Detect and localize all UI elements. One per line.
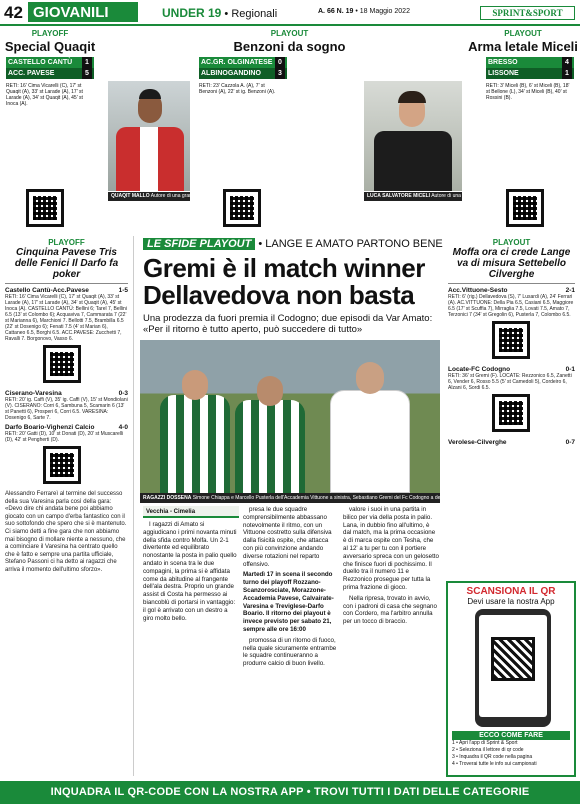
match-block: Acc.Vittuone-Sesto 2-1 RETI: 6' (rig.) Dellavedova (S), 7' Lusardi (A), 24' Ferrari (A). AC.VITTUONE: Della Pia 6.5, Casiani 6.5, Maggiore 6.5 (17' st Scuffia 7), Mirraglia 7.5, Lovati 7.5, Amato 7, Terzonici 7 (34' st Gregolin 6), Pusterla 7, Colombo 6.5. [448, 287, 575, 318]
scoreboard: AC.GR. OLGINATESE 0 ALBINOGANDINO 3 [199, 57, 287, 79]
match-block: Ciserano-Varesina 0-3 RETI: 20' ig. Caffi (V), 35' ig. Caffi (V), 15' st Mondiolani (V). CISERANO: Corri 6, Sambuna 5, Scamarin 6 (13' st Panetti 6), Prosperi 6, Corri 6.5. VARESINA: Dosenigo 6, Sarte 7. [5, 390, 128, 421]
team-bar: Vecchia - Cimelia [143, 506, 239, 518]
side-kicker: PLAYOUT [492, 238, 531, 247]
card-title: Arma letale Miceli [468, 39, 578, 54]
card-title: Benzoni da sogno [233, 39, 346, 54]
qr-code[interactable] [492, 394, 530, 432]
player-photo [108, 81, 190, 191]
photo-caption: LUCA SALVATORE MICELI Autore di una tripletta [364, 192, 462, 201]
article-col-3: valore i suoi in una partita in bilico per via della posta in palio. Lana, in dubbio fino all'ultimo, è dal match, ma la prima occasione è di marca ospite con Tesha, che al 12' a tu per tu con il portiere avversario spreca con un gelosetto che finisce fuori di pochissimo. Il duello tra il numero 11 e Rezzonico prosegue per tutta la prima frazione di gioco. Nella ripresa, trovato in avvio, con i padroni di casa che segnano con Cordero, ma l'arbitro annulla per un tocco di braccio. [343, 506, 439, 626]
side-title: Moffa ora ci crede Lange va di misura Settebello Cilverghe [452, 247, 571, 280]
left-article: Alessandro Ferrareì al termine del successo della sua Varesina parla così della gara: «Devo dire chi andata bene poi abbiamo giocato con un campo d'erba fantastico con il suo sottofondo che spero che si è mantenuto. Ci siamo detti a fine gara che non abbiamo mai bisogno di mollare niente a nessuno, che a cominciare il Varesina ha centrato quello che è fatto e sempre una partita ufficiale, Stefano Passoni ci ha detto ai ragazzi che arriva il momento dell'ultimo sforzo». [5, 491, 127, 573]
card-goals-text: RETI: 3' Miceli (B), 6' st Miceli (B), 18' st Bellone (L), 34' st Miceli (B), 40' st Rossini (B). [486, 83, 570, 101]
section-label: GIOVANILI [28, 2, 138, 22]
photo-caption: QUAQIT MALLO Autore di una grande doppietta [108, 192, 190, 201]
match-block: Darfo Boario-Vighenzi Calcio 4-0 RETI: 20' Gatti (D), 10' st Donati (D), 20' st Muscarelli (D), 42' st Pengherti (D). [5, 424, 128, 443]
qr-code[interactable] [506, 189, 544, 227]
qr-code[interactable] [26, 189, 64, 227]
qr-code[interactable] [223, 189, 261, 227]
qr-code[interactable] [43, 345, 81, 383]
card-miceli [367, 29, 580, 232]
qr-code[interactable] [492, 321, 530, 359]
card-title: Special Quaqit [4, 39, 96, 54]
main-kicker: LE SFIDE PLAYOUT • LANGE E AMATO PARTONO BENE [143, 238, 443, 250]
card-kicker: PLAYOFF [31, 29, 69, 38]
team-photo-caption: RAGAZZI DOSSENA Simone Chiappa e Marcello Pusterla dell'Accademia Vittuone a sinistra, Sebastiano Gremi del Fc Codogno a destra [140, 493, 440, 503]
qr-code[interactable] [491, 637, 535, 681]
side-kicker: PLAYOFF [48, 238, 85, 247]
card-special-quaqit [0, 29, 220, 232]
phone-icon [475, 609, 551, 727]
how-to: ECCO COME FARE 1 • Apri l'app di Sprint & Sport 2 • Seleziona il lettore di qr code 3 • Inquadra il QR code nella pagina 4 • Troverai tutte le info sui campionati [452, 731, 570, 768]
left-column [0, 236, 134, 776]
promo-subtitle: Devi usare la nostra App [467, 597, 555, 606]
side-title: Cinquina Pavese Tris delle Fenici Il Darfo fa poker [14, 247, 119, 280]
main-headline: Gremi è il match winner Dellavedova non basta [143, 253, 425, 310]
scoreboard: BRESSO 4 LISSONE 1 [486, 57, 574, 79]
team-photo [140, 340, 440, 493]
card-benzoni [193, 29, 386, 232]
article-col-2: presa le due squadre comprensibilmente abbassano notevolmente il ritmo, con un Vittuone costretto sulla difensiva dalla fisicità ospite, che attacca con più convinzione andando diverse rotazioni nel reparto offensivo. Martedì 17 in scena il secondo turno dei playoff Rozzano-Scanzorosciate, Morazzone-Accademia Pavese, Calvairate-Varesina e Treviglese-Darfo Boario. Il ritorno dei playout è invece previsto per sabato 21, sempre alle ore 16:00 promossa di un ritorno di fuoco, nella quale sicuramente entrambe le squadre continueranno a produrre calcio di buon livello. [243, 506, 337, 668]
match-block: Verolese-Cilverghe 0-7 [448, 439, 575, 446]
footer-banner: INQUADRA IL QR-CODE CON LA NOSTRA APP • TROVI TUTTI I DATI DELLE CATEGORIE [0, 781, 580, 804]
scoreboard: CASTELLO CANTÙ 1 ACC. PAVESE 5 [6, 57, 94, 79]
qr-promo-box [446, 581, 576, 777]
category: UNDER 19 • Regionali [162, 6, 278, 20]
player-photo [364, 81, 462, 191]
card-goals-text: RETI: 16' Cima Vicarelli (C), 17' st Quaqit (A), 33' st Larade (A), 17' st Larade (A), 34' st Quaqit (A), 45' st Inoca (A). [6, 83, 83, 107]
qr-code[interactable] [43, 446, 81, 484]
card-kicker: PLAYOUT [270, 29, 309, 38]
card-kicker: PLAYOUT [504, 29, 542, 38]
page-number: 42 [4, 3, 23, 22]
match-block: Locate-FC Codogno 0-1 RETI: 36' st Gremi (F). LOCATE: Rezzonico 6.5, Zanetti 6, Vender 6, Rosso 5.5 (5' st Camedoli 5), Cordeiro 6, Alzani 6, Sordi 6.5. [448, 366, 575, 391]
article-col-1: I ragazzi di Amato si aggiudicano i primi novanta minuti della sfida contro Molfa. Un 2-1 divertente ed equilibrato nonostante la posta in palio quello andato in scena tra le due compagini, la prima si è affidata come da abitudine al frangente dell'ala destra. Proprio un grande assist di Costa ha permesso ai biancoblù di portarsi in vantaggio: il gol è arrivato con un destro a giro molto bello. [143, 521, 237, 622]
promo-title: SCANSIONA IL QR [466, 586, 556, 597]
issue-info: A. 66 N. 19 • 18 Maggio 2022 [318, 8, 410, 15]
sprint-sport-logo: SPRINT&SPORT [480, 6, 575, 20]
main-subhead: Una prodezza da fuori premia il Codogno; due episodi da Var Amato: «Per il ritorno è tutto aperto, può succedere di tutto» [143, 313, 433, 335]
page-header [0, 0, 580, 26]
card-goals-text: RETI: 23' Cazzola A. (A), 7' st Benzoni (A), 22' st ig. Benzoni (A). [199, 83, 276, 95]
match-block: Castello Cantù-Acc.Pavese 1-5 RETI: 16' Cima Vicarelli (C), 17' st Quaqit (A), 33' st Larade (A), 17' st Larade (A), 34' st Quaqit (A), 45' st Inoca (A). CASTELLO CANTÙ: Bellini 6; Tarel 7, Bellini 6.5 (13' st Colombo 6); Acquaviva 7, Cammarata 7 (22' st Marianna 6), Marchioni 7. Bellotti 7.5, Brambilla 6.5 (22' st Dosenigo 6); Fenati 7.5 (4' st Marian 6), Cattaneo 6.5, Borghi 6.5. ACC.PAVESE: Zucchetti 7, Ravalli 7. Borgonovo, Vasso 6. [5, 287, 128, 342]
